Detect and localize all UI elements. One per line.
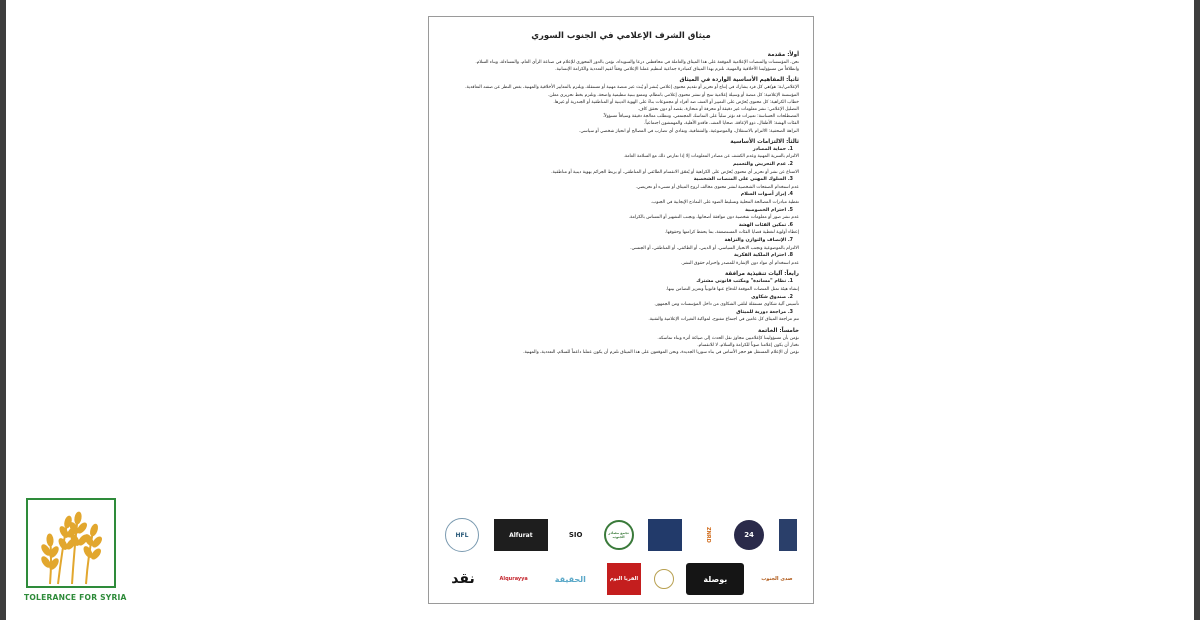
paragraph: النزاهة الصحفية: الالتزام بالاستقلال، والموضوعية، والشفافية، وتفادي أي تضارب في المصالح أو انحياز شخصي أو سياسي. — [578, 128, 799, 134]
list-item-title — [439, 191, 799, 199]
alqurayya-logo: Alqurayya — [499, 576, 528, 582]
document-body — [429, 51, 813, 357]
list-item-text: عدم نشر صور أو معلومات شخصية دون موافقة أصحابها، وتجنب التشهير أو المساس بالكرامة. — [628, 215, 799, 221]
south-sources-logo: تجمع مصادر الجنوب — [604, 520, 634, 550]
paragraph: التضليل الإعلامي: نشر معلومات غير دقيقة أو محرفة أو متحازة، بقصد أو دون تحقق كاف. — [637, 107, 799, 113]
list-item-title — [439, 222, 799, 230]
gold-emblem-logo — [654, 569, 674, 589]
list-item-number: 3. — [787, 309, 793, 315]
list-item-title — [439, 252, 799, 260]
list-item-heading: حماية المصادر — [752, 146, 787, 152]
paragraph: الفئات الهشة: الأطفال، ذوو الإعاقة، ضحايا العنف، فاقدو الأهلية، والمهمشون اجتماعياً. — [644, 121, 799, 127]
section-concepts — [439, 76, 799, 134]
bosla-logo: بوصلة — [686, 563, 744, 595]
list-item-number: 5. — [787, 207, 793, 213]
list-item-text: الالتزام بالسرية المهنية وعدم الكشف عن مصادر المعلومات إلا إذا تعارض ذلك مع السلامة العامة. — [623, 154, 799, 160]
list-item-heading: نظام "مساندة" ومكتب قانوني مشترك — [696, 279, 787, 285]
naqd-logo: نقد — [451, 571, 475, 587]
list-item-text: تغطية مبادرات المصالحة المحلية وتسليط الضوء على النماذج الإيجابية في الجنوب. — [650, 199, 799, 205]
paragraph: نؤمن أن الإعلام المستقل هو حجر الأساس في بناء سوريا الجديدة، ونحن الموقعون على هذا الميثاق نلتزم أن يكون عملنا داعماً للسلام، التعددية، والمهنية. — [523, 350, 799, 356]
list-item-text: عدم استخدام الصفحات الشخصية لنشر محتوى مخالف لروح الميثاق أو مسيء أو تحريضي. — [635, 184, 799, 190]
znrd-logo: ZNRD — [705, 527, 712, 543]
section-mechanisms — [439, 270, 799, 324]
list-item-heading: الإنصاف والتوازن والنزاهة — [724, 237, 787, 243]
mechanisms-list — [439, 278, 799, 324]
list-item-heading: تمكين الفئات الهشة — [738, 222, 787, 228]
section-heading: ثالثاً: الالتزامات الأساسية — [730, 138, 799, 145]
list-item-text: عدم استخدام أي مواد دون الإشارة للمصدر واحترام حقوق النشر. — [681, 260, 799, 266]
document-page — [428, 16, 814, 604]
list-item-title — [439, 294, 799, 302]
list-item-text: الامتناع عن نشر أو تحرير أي محتوى يُحرّض على الكراهية أو يُعمّق الانقسام الطائفي أو المناطقي، أو يربط الجرائم بهوية دينية أو مناطقية. — [551, 169, 799, 175]
list-item-heading: صندوق شكاوى — [751, 294, 787, 300]
list-item-text: إعطاء أولوية لتغطية قضايا الفئات المستضعفة، بما يحفظ كرامتها وحقوقها. — [664, 230, 799, 236]
tolerance-for-syria-watermark — [24, 498, 127, 610]
logo-row — [445, 517, 797, 553]
blue-square-logo — [648, 519, 682, 551]
hfl-logo: HFL — [445, 518, 479, 552]
list-item-title — [439, 207, 799, 215]
list-item-title — [439, 309, 799, 317]
sio-logo: SIO — [568, 531, 583, 539]
brand-name: TOLERANCE FOR SYRIA — [24, 593, 127, 602]
list-item-title — [439, 237, 799, 245]
document-title: ميثاق الشرف الإعلامي في الجنوب السوري — [531, 31, 711, 41]
list-item-heading: احترام الملكية الفكرية — [733, 253, 787, 259]
logo-row — [445, 561, 797, 597]
paragraph: المؤسسة الإعلامية: كل منصة أو وسيلة إعلامية تنتج أو تنشر محتوى إعلامي بانتظام، وتتمتع ببنية تنظيمية واضحة، وتلتزم بخط تحريري معلن. — [547, 92, 799, 98]
vertical-brand-logo — [779, 519, 797, 551]
wheat-icon — [28, 500, 114, 586]
list-item-heading: احترام الخصوصية — [745, 207, 787, 213]
list-item-text: تتم مراجعة الميثاق كل عامين في اجتماع مفتوح، لمواكبة التغيرات الإعلامية والتقنية. — [648, 317, 799, 323]
alhaqiqa-logo: الحقيقة — [554, 574, 586, 584]
list-item-title — [439, 161, 799, 169]
list-item-heading: السلوك المهني على المنصات الشخصية — [693, 177, 787, 183]
paragraph: الإعلامي/ـة: هو/هي كل فرد يشارك في إنتاج أو تحرير أو تقديم محتوى إعلامي يُنشر أو يُبث عبر منصة مهنية أو مستقلة، ويلتزم بالمعايير الأخلاقية والمهنية، بغض النظر عن صفته التعاقدية. — [465, 85, 799, 91]
list-item-heading: مراجعة دورية للميثاق — [736, 309, 787, 315]
list-item-number: 2. — [787, 162, 793, 168]
list-item-text: إنشاء هيئة تمثل المنصات الموقعة للدفاع عنها قانونياً وتعزيز التضامن بينها. — [665, 286, 799, 292]
section-intro — [439, 51, 799, 73]
section-conclusion — [439, 327, 799, 357]
paragraph: نحن، المؤسسات والمنصات الإعلامية الموقعة على هذا الميثاق والعاملة في محافظتي درعا والسويداء، نؤمن بالدور المحوري للإعلام في صناعة الرأي العام، والمساءلة، وبناء السلام. — [475, 60, 799, 65]
paragraph: المصطلحات الحساسة: تعبيرات قد تؤثر سلباً على التماسك المجتمعي، وتتطلب معالجة دقيقة وسياقاً مسؤولاً. — [602, 114, 799, 120]
list-item-number: 1. — [787, 146, 793, 152]
list-item-number: 4. — [787, 192, 793, 198]
section-heading: أولاً: مقدمة — [767, 52, 799, 58]
section-commitments — [439, 138, 799, 268]
alfurat-logo: Alfurat — [494, 519, 548, 551]
list-item-number: 2. — [787, 294, 793, 300]
signatory-logos — [445, 517, 797, 604]
list-item-text: تأسيس آلية شكاوى مستقلة لتلقي الشكاوى من داخل المؤسسات ومن الجمهور. — [654, 302, 799, 308]
section-heading: ثانياً: المفاهيم الأساسية الواردة في الميثاق — [679, 77, 799, 84]
paragraph: نختار أن يكون إعلامنا صوتاً للكرامة والسلام، لا للانقسام. — [697, 343, 799, 349]
list-item-number: 7. — [787, 237, 793, 243]
list-item-number: 3. — [787, 177, 793, 183]
list-item-text: الالتزام بالموضوعية وتجنب الانحياز السياسي، أو الديني، أو الطائفي، أو المناطقي، أو الجنسي. — [630, 245, 799, 251]
list-item-heading: إبراز أصوات السلام — [740, 192, 787, 198]
list-item-number: 8. — [787, 253, 793, 259]
qurayya-today-logo: القريا اليوم — [607, 563, 641, 595]
paragraph: وانطلاقاً من مسؤوليتنا الأخلاقية والمهنية، نلتزم بهذا الميثاق كمبادرة جماعية لتنظيم عملنا الإعلامي وفقاً لقيم التعددية والكرامة الإنسانية. — [555, 67, 799, 73]
wheat-logo-box — [26, 498, 116, 588]
commitments-list — [439, 146, 799, 268]
list-item-number: 6. — [787, 222, 793, 228]
list-item-title — [439, 146, 799, 154]
paragraph: نؤمن بأن مسؤوليتنا كإعلاميين تتجاوز نقل الحدث إلى صياغة أثره وبناء تماسكه. — [657, 335, 799, 341]
section-heading: خامساً: الخاتمة — [758, 327, 799, 334]
list-item-number: 1. — [787, 279, 793, 285]
section-heading: رابعاً: آليات تنفيذية مرافقة — [725, 271, 799, 278]
paragraph: خطاب الكراهية: كل محتوى يُحرّض على التمييز أو العنف ضد أفراد أو مجموعات بناءً على الهوية الدينية أو المناطقية أو الجندرية أو غيرها. — [553, 99, 799, 105]
sada-aljanoub-logo: صدى الجنوب — [761, 576, 793, 582]
list-item-title — [439, 278, 799, 286]
list-item-heading: عدم التحريض والتعميم — [733, 162, 787, 168]
list-item-title — [439, 176, 799, 184]
24-logo: 24 — [734, 520, 764, 550]
